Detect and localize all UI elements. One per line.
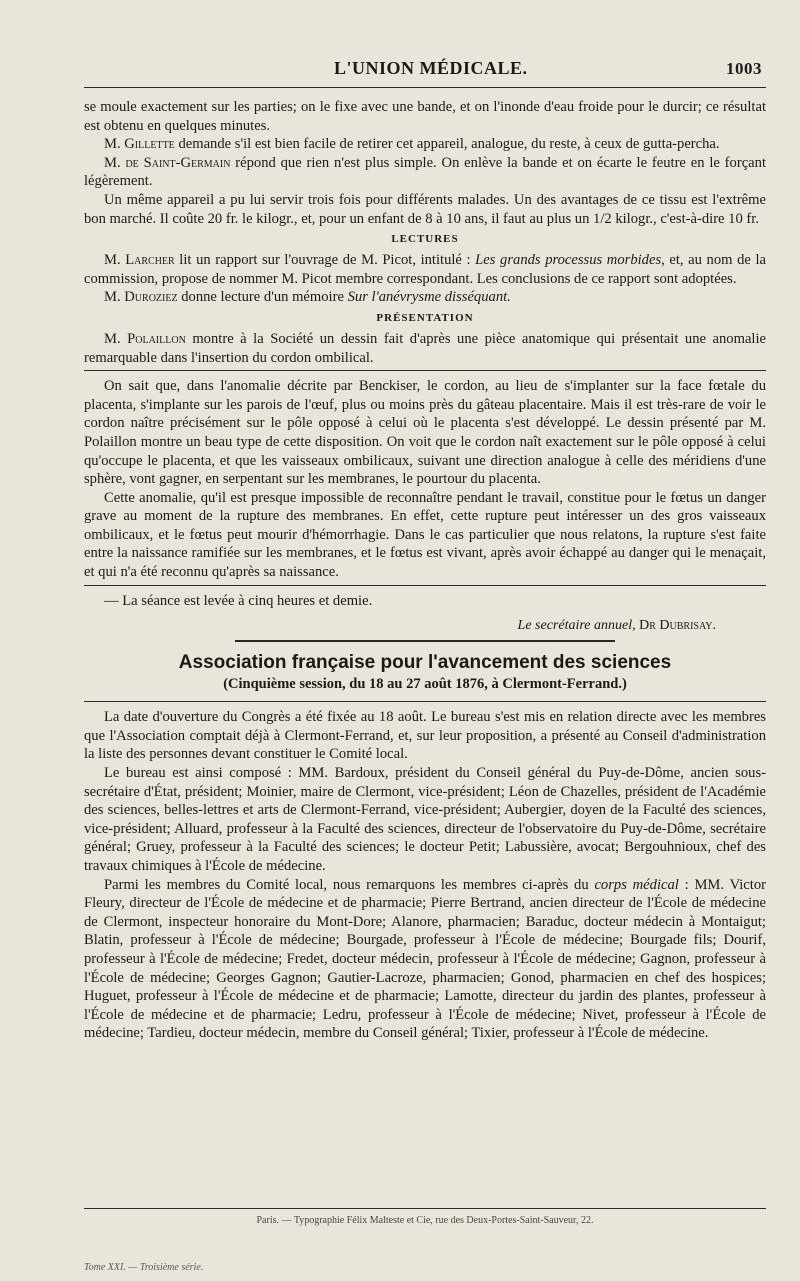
- speaker-name: M. Polaillon: [104, 330, 186, 347]
- speaker-name: M. Gillette: [104, 136, 175, 153]
- presentation-paragraph-1: [84, 330, 766, 367]
- lectures-text: donne lecture d'un mémoire: [177, 289, 348, 306]
- association-subtitle: (Cinquième session, du 18 au 27 août 1876, à Clermont-Ferrand.): [223, 676, 627, 693]
- speaker-name: M. Larcher: [104, 252, 175, 269]
- signature-name: Dr Dubrisay.: [639, 618, 716, 634]
- session-closing: — La séance est levée à cinq heures et demie.: [104, 592, 373, 609]
- divider: [84, 701, 766, 702]
- work-title: Les grands processus morbides: [475, 252, 662, 269]
- discussion-paragraph-4: Un même appareil a pu lui servir trois fois pour différents malades. Un des avantages de ce tissu est l'extrême bon marché. Il coûte 20 fr. le kilogr., et, pour un enfant de 8 à 10 ans, il faut au plus un 1/2 kilogr., c'est-à-dire 10 fr.: [84, 191, 766, 227]
- lectures-section: [84, 251, 766, 307]
- corps-medical-italic: corps médical: [594, 876, 679, 893]
- presentation-text: montre à la Société un dessin fait d'après une pièce anatomique qui présentait une anomalie remarquable dans l'insertion du cordon ombilical.: [84, 330, 767, 366]
- printer-footer: Paris. — Typographie Félix Malteste et Cie, rue des Deux-Portes-Saint-Sauveur, 22.: [84, 1208, 766, 1226]
- lectures-paragraph-2: [84, 288, 766, 307]
- presentation-paragraph-2: On sait que, dans l'anomalie décrite par Benckiser, le cordon, au lieu de s'implanter sur la face fœtale du placenta, s'implante sur les parois de l'œuf, plus ou moins près du gâteau placentaire. Mais il est très-rare de voir le cordon naître précisément sur le pôle opposé à celui où le placenta s'est développé. Le dessin présenté par M. Polaillon montre un beau type de cette disposition. On voit que le cordon naît exactement sur le pôle opposé à celui qu'occupe le placenta, et que les vaisseaux ombilicaux, suivant une direction analogue à celle des méridiens d'une sphère, vont gagner, en serpentant sur les membranes, le pourtour du placenta.: [84, 378, 766, 488]
- speaker-text: répond que rien n'est plus simple. On enlève la bande et on écarte le feutre en le forçant légèrement.: [84, 154, 767, 190]
- association-title: Association française pour l'avancement des sciences: [178, 652, 672, 674]
- speaker-text: demande s'il est bien facile de retirer cet appareil, analogue, du reste, à ceux de gutta-percha.: [174, 136, 720, 153]
- journal-title: L'UNION MÉDICALE.: [334, 58, 528, 78]
- association-text: Parmi les membres du Comité local, nous remarquons les membres ci-après du: [104, 876, 595, 893]
- association-paragraph-1: La date d'ouverture du Congrès a été fixée au 18 août. Le bureau s'est mis en relation directe avec les membres que l'Association comptait déjà à Clermont-Ferrand, et, sur leur proposition, a présenté au Conseil d'administration la liste des personnes devant constituer le Comité local.: [84, 709, 766, 763]
- speaker-name: M. Duroziez: [104, 289, 178, 306]
- signature: [84, 618, 716, 634]
- lectures-text: , et, au nom de la commission, propose de nommer M. Picot membre correspondant. Les conclusions de ce rapport sont adoptées.: [84, 252, 766, 287]
- discussion-paragraph-2: [84, 135, 766, 154]
- presentation-heading: PRÉSENTATION: [376, 311, 474, 324]
- discussion-paragraph-3: [84, 154, 766, 191]
- discussion-section: [84, 98, 766, 228]
- divider: [84, 585, 766, 586]
- association-paragraph-2: Le bureau est ainsi composé : MM. Bardoux, président du Conseil général du Puy-de-Dôme, ancien sous-secrétaire d'État, président; Moinier, maire de Clermont, vice-président; Léon de Chazelles, président de l'Académie des sciences, belles-lettres et arts de Clermont-Ferrand, vice-président; Aubergier, doyen de la Faculté des sciences, vice-président; Alluard, professeur à la Faculté des sciences, directeur de l'observatoire du Puy-de-Dôme, secrétaire général; Gruey, professeur à la Faculté des sciences; le docteur Petit; Labussière, avocat; Bergouhnioux, chef des travaux chimiques à l'École de médecine.: [84, 765, 766, 874]
- association-text: : MM. Victor Fleury, directeur de l'École de médecine et de pharmacie; Pierre Bertrand, ancien directeur de l'École de médecine de Clermont, inspecteur honoraire du Mont-Dore; Alanore, pharmacien; Baraduc, docteur médecin à Montaigut; Blatin, professeur à l'École de médecine; Bourgade, professeur à l'École de médecine; Bourgade fils; Dourif, professeur à l'École de médecine; Fredet, docteur médecin, professeur à l'École de médecine; Gagnon, professeur à l'École de médecine; Georges Gagnon; Gautier-Lacroze, pharmacien; Gonod, pharmacien en chef des hospices; Huguet, professeur à l'École de médecine et de pharmacie; Lamotte, directeur du jardin des plantes, professeur à l'École de médecine et de pharmacie; Ledru, professeur à l'École de médecine; Nivet, professeur à l'École de médecine; Tardieu, docteur médecin, membre du Conseil général; Tixier, professeur à l'École de médecine.: [84, 876, 766, 1042]
- lectures-text: lit un rapport sur l'ouvrage de M. Picot, intitulé :: [174, 252, 476, 269]
- running-head: [84, 58, 766, 88]
- divider: [84, 370, 766, 371]
- speaker-name: M. de Saint-Germain: [104, 154, 231, 171]
- association-paragraph-3: [84, 876, 766, 1043]
- work-title: Sur l'anévrysme disséquant.: [347, 289, 511, 306]
- volume-footer: Tome XXI. — Troisième série.: [84, 1262, 204, 1273]
- presentation-paragraph-3: Cette anomalie, qu'il est presque impossible de reconnaître pendant le travail, constitue pour le fœtus un danger grave au moment de la rupture des membranes. En effet, cette rupture peut intéresser un des gros vaisseaux ombilicaux, et le fœtus peut mourir d'hémorrhagie. Dans le cas particulier que nous relatons, la rupture s'est faite entre la naissance ramifiée sur les membranes, et le fœtus est vivant, après avoir échappé au danger qui le menaçait, et qui n'a été reconnu qu'après sa naissance.: [84, 489, 766, 581]
- signature-role: Le secrétaire annuel,: [517, 618, 636, 634]
- discussion-paragraph-1: se moule exactement sur les parties; on le fixe avec une bande, et on l'inonde d'eau froide pour le durcir; ce résultat est obtenu en quelques minutes.: [84, 99, 766, 134]
- lectures-heading: LECTURES: [391, 233, 459, 246]
- lectures-paragraph-1: [84, 251, 766, 288]
- page-number: 1003: [726, 59, 762, 78]
- presentation-section: [84, 330, 766, 634]
- section-separator: [235, 640, 615, 642]
- association-section: [84, 652, 766, 1043]
